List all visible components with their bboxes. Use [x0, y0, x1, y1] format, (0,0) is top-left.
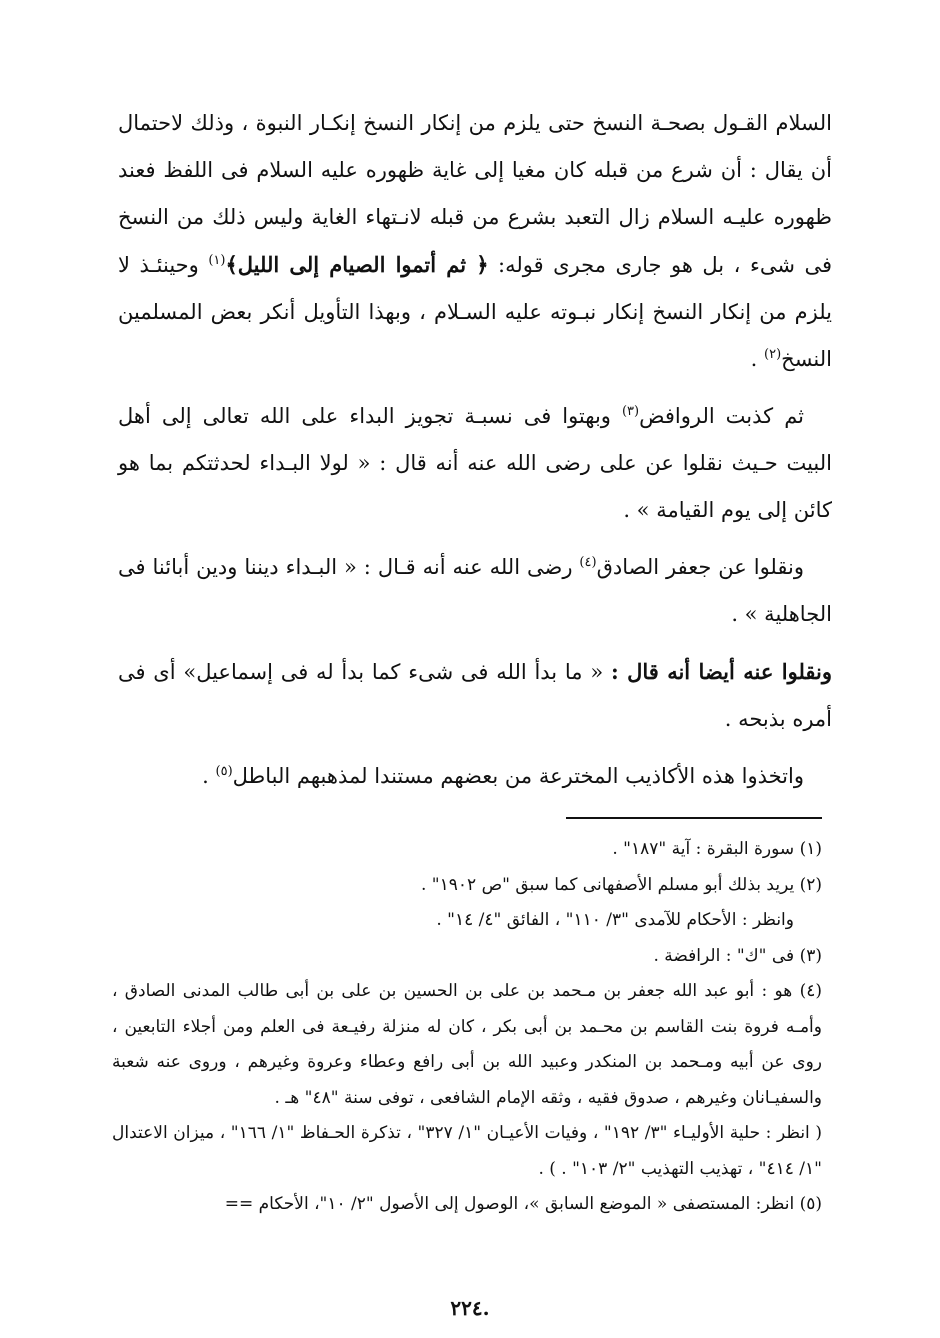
- footnote-4-sources: ( انظر : حلية الأوليـاء "٣/ ١٩٢" ، وفيات الأعيـان "١/ ٣٢٧" ، تذكرة الحـفاظ "١/ ١٦٦" ، ميزان الاعتدال "١/ ٤١٤" ، تهذيب التهذيب "٢/ ١٠٣" . ) .: [112, 1123, 823, 1179]
- paragraph-3-text: ونقلوا عن جعفر الصادق: [596, 555, 804, 579]
- paragraph-5-text: واتخذوا هذه الأكاذيب المخترعة من بعضهم مستندا لمذهبهم الباطل: [232, 764, 804, 788]
- paragraph-1-text-2: وحينئـذ لا يلزم من إنكار النسخ إنكار نبـوته عليه السـلام ، وبهذا التأويل أنكر بعض المسلمين النسخ: [118, 253, 832, 371]
- page-number: ٢٢٤.: [450, 1296, 490, 1320]
- main-text: [118, 100, 832, 800]
- footnote-divider: [566, 817, 822, 819]
- footnote-2-continued: وانظر : الأحكام للآمدى "٣/ ١١٠" ، الفائق "٤/ ١٤" .: [436, 910, 794, 930]
- paragraph-1-text-3: .: [750, 347, 764, 371]
- paragraph-2-text-2: وبهتوا فى نسبـة تجويز البداء على الله تعالى إلى أهل البيت حـيث نقلوا عن على رضى الله عنه أنه قال : « لولا البـداء لحدثتكم بما هو كائن إلى يوم القيامة » .: [118, 404, 832, 522]
- paragraph-3: [118, 544, 832, 638]
- paragraph-3-text-2: رضى الله عنه أنه قـال : « البـداء ديننا ودين أبائنا فى الجاهلية » .: [118, 555, 832, 626]
- footnote-ref-1: (١): [208, 253, 226, 268]
- paragraph-4-lead: ونقلوا عنه أيضا أنه قال :: [610, 659, 832, 684]
- paragraph-1: [118, 100, 832, 383]
- footnote-5: (٥) انظر: المستصفى « الموضع السابق »، الوصول إلى الأصول "٢/ ١٠"، الأحكام ==: [224, 1194, 822, 1214]
- footnote-ref-5: (٥): [215, 764, 233, 779]
- paragraph-4: [118, 648, 832, 743]
- paragraph-5: [118, 753, 832, 800]
- footnote-ref-3: (٣): [621, 404, 640, 419]
- footnote-4: (٤) هو : أبو عبد الله جعفر بن مـحمد بن على بن الحسين بن على بن أبى طالب المدنى الصادق ، وأمـه فروة بنت القاسم بن محـمد بن أبى بكر ، كان له منزلة رفيـعة فى العلم ومن أجلاء التابعين ، روى عن أبيه ومـحمد بن المنكدر وعبيد الله بن أبى رافع وعطاء وعروة وغيرهم ، وروى عنه شعبة والسفيـانان وغيرهم ، صدوق فقيه ، وثقه الإمام الشافعى ، توفى سنة "٤٨" هـ .: [112, 981, 822, 1108]
- footnote-ref-4: (٤): [579, 555, 597, 570]
- paragraph-4-text: « ما بدأ الله فى شىء كما بدأ له فى إسماعيل» أى فى أمره بذبحه .: [118, 660, 832, 731]
- quran-verse: ﴿ ثم أتموا الصيام إلى الليل﴾: [225, 252, 489, 277]
- paragraph-2-text: ثم كذبت الروافض: [639, 404, 805, 428]
- footnotes: [112, 832, 822, 1223]
- footnote-ref-2: (٢): [764, 347, 782, 362]
- paragraph-1-text: السلام القـول بصحـة النسخ حتى يلزم من إنكار النسخ إنكـار النبوة ، وذلك لاحتمال أن يقال : أن شرع من قبله كان مغيا إلى غاية ظهوره عليه السلام فى اللفظ فعند ظهوره عليـه السلام زال التعبد بشرع من قبله لانـتهاء الغاية وليس ذلك من النسخ فى شىء ، بل هو جارى مجرى قوله:: [118, 111, 832, 277]
- footnote-3: (٣) فى "ك" : الرافضة .: [653, 945, 822, 966]
- footnote-1: (١) سورة البقرة : آية "١٨٧" .: [612, 839, 822, 859]
- footnote-2: (٢) يريد بذلك أبو مسلم الأصفهانى كما سبق "ص ١٩٠٢" .: [421, 874, 822, 895]
- paragraph-5-text-2: .: [202, 764, 216, 788]
- paragraph-2: [118, 393, 832, 534]
